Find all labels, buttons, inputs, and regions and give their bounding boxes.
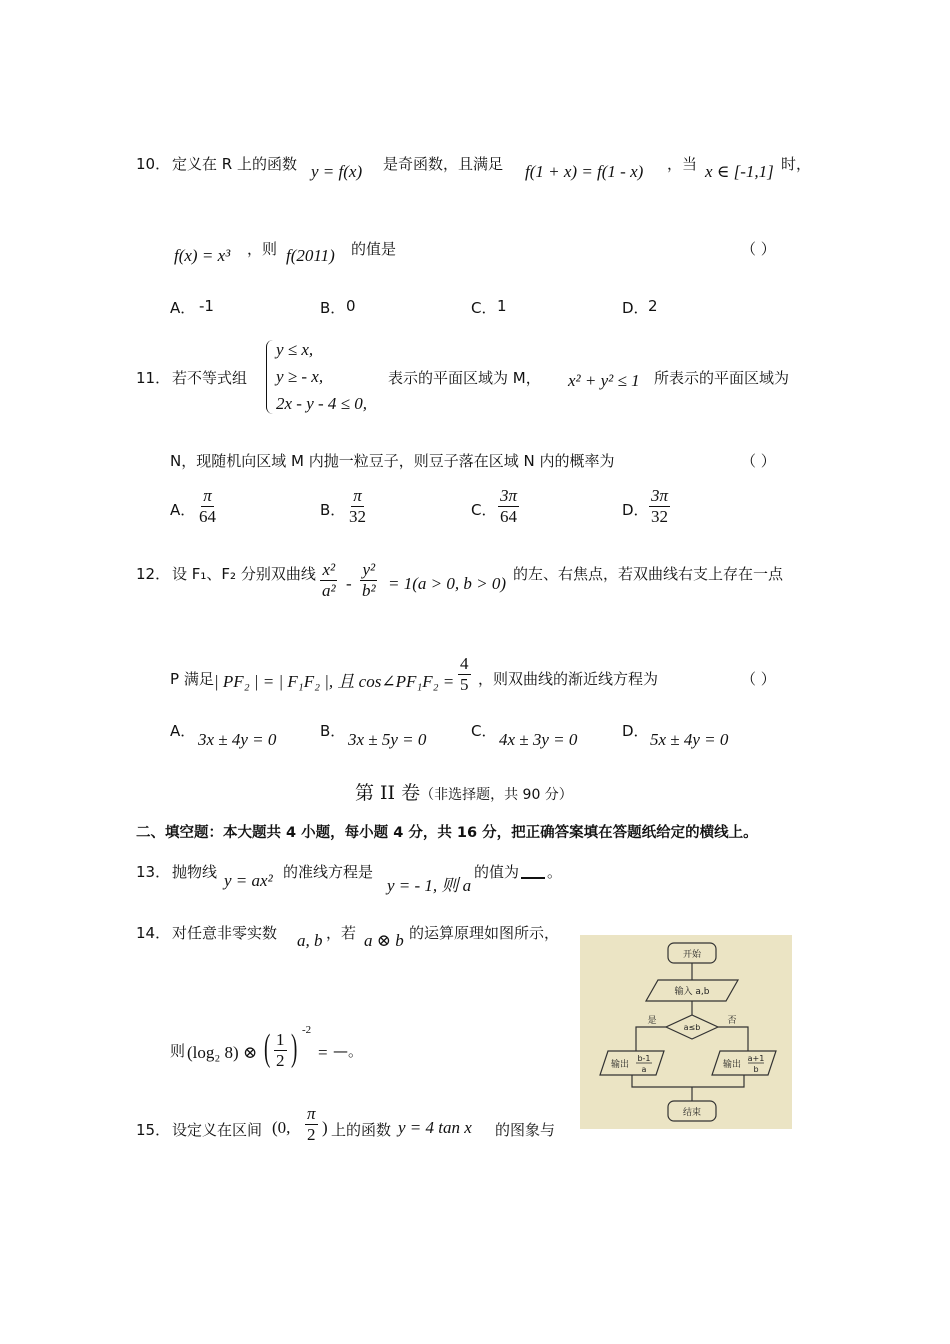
- fraction-x-over-a: $\frac{\text{x²}}{\text{a²}}$: [322, 560, 336, 600]
- option-value: 2: [648, 297, 658, 315]
- question-text: 的值是: [351, 240, 397, 258]
- fraction-one-half: $\frac{1}{2}$: [276, 1030, 285, 1070]
- question-number: 11．: [136, 369, 171, 387]
- question-text: ，则双曲线的渐近线方程为: [478, 670, 659, 688]
- option-value: 5x ± 4y = 0: [650, 730, 729, 749]
- question-text: ，当: [667, 155, 698, 173]
- option-value: 0: [346, 297, 356, 315]
- option-value: 4x ± 3y = 0: [499, 730, 578, 749]
- question-text: 设 F₁、F₂ 分别双曲线: [172, 565, 316, 583]
- math-expression: =: [318, 1043, 328, 1062]
- question-text: 定义在 R 上的函数: [172, 155, 297, 173]
- option-label: A．: [170, 299, 196, 317]
- question-text: 所表示的平面区域为: [654, 369, 790, 387]
- question-text: 表示的平面区域为 M，: [388, 369, 541, 387]
- flow-output-right-num: a+1: [747, 1054, 765, 1063]
- option-label: C．: [471, 501, 497, 519]
- fraction-y-over-b: $\frac{\text{y²}}{\text{b²}}$: [362, 560, 376, 600]
- option-value: 1: [497, 297, 507, 315]
- answer-paren: （ ）: [741, 670, 776, 688]
- math-expression: ): [322, 1118, 328, 1137]
- option-label: A．: [170, 501, 196, 519]
- math-expression: (log₂ 8) ⊗: [187, 1043, 258, 1062]
- question-text: 的运算原理如图所示，: [409, 924, 560, 942]
- section-subtitle: （非选择题，共 90 分）: [420, 787, 573, 803]
- option-fraction: $\frac{\pi}{32}$: [349, 486, 366, 526]
- inequality-line: y ≥ - x,: [276, 367, 324, 386]
- exponent: -2: [302, 1024, 312, 1036]
- math-expression: x² + y² ≤ 1: [568, 371, 640, 390]
- right-paren: ): [291, 1027, 298, 1069]
- math-expression: x ∈ [-1,1]: [705, 162, 774, 181]
- answer-paren: （ ）: [741, 240, 776, 258]
- flow-output-left-prefix: 输出: [610, 1060, 630, 1070]
- math-expression: y = ax²: [224, 871, 273, 890]
- question-text: 设定义在区间: [172, 1121, 263, 1139]
- left-brace: [266, 340, 273, 414]
- fraction-pi-over-2: $\frac{\pi}{2}$: [307, 1104, 316, 1144]
- section-title: 第 II 卷（非选择题，共 90 分）: [355, 782, 573, 804]
- question-text: N，现随机向区域 M 内抛一粒豆子，则豆子落在区域 N 内的概率为: [170, 452, 615, 470]
- flow-output-right-prefix: 输出: [722, 1060, 742, 1070]
- inequality-line: y ≤ x,: [276, 340, 314, 359]
- math-expression: y = 4 tan x: [398, 1118, 472, 1137]
- flow-end: 结束: [682, 1108, 702, 1118]
- flow-condition: a≤b: [683, 1023, 701, 1032]
- fraction-four-fifths: $\frac{4}{5}$: [460, 654, 469, 694]
- math-expression: (0,: [272, 1118, 291, 1137]
- option-value: 3x ± 4y = 0: [198, 730, 277, 749]
- fill-in-heading: 二、填空题：本大题共 4 小题，每小题 4 分，共 16 分，把正确答案填在答题纸给定的横线上。: [136, 825, 758, 841]
- option-fraction: $\frac{\pi}{64}$: [199, 486, 216, 526]
- flow-output-right-den: b: [753, 1065, 759, 1074]
- math-expression: y = f(x): [311, 162, 363, 181]
- math-expression: a ⊗ b: [364, 931, 404, 950]
- flowchart-figure: [580, 935, 792, 1129]
- option-label: C．: [471, 299, 497, 317]
- answer-paren: （ ）: [741, 452, 776, 470]
- question-number: 14．: [136, 924, 171, 942]
- question-text: ，若: [326, 924, 357, 942]
- option-label: D．: [622, 299, 649, 317]
- math-expression: = 1(a > 0, b > 0): [388, 574, 506, 593]
- math-expression: y = - 1, 则 a: [387, 876, 472, 895]
- flow-input: 输入 a,b: [674, 987, 710, 997]
- option-label: D．: [622, 722, 649, 740]
- option-value: 3x ± 5y = 0: [348, 730, 427, 749]
- math-expression: f(1 + x) = f(1 - x): [525, 162, 644, 181]
- option-fraction: $\frac{3\pi}{32}$: [651, 486, 669, 526]
- answer-blank: [521, 877, 545, 879]
- question-text: 的值为 。: [474, 863, 563, 881]
- math-expression: | PF₂ | = | F₁F₂ |, 且 cos∠PF₁F₂ =: [214, 672, 455, 691]
- question-number: 13．: [136, 863, 171, 881]
- flow-output-left-num: b-1: [637, 1054, 651, 1063]
- question-text: 是奇函数，且满足: [383, 155, 504, 173]
- question-text: 对任意非零实数: [172, 924, 278, 942]
- question-text: 的左、右焦点，若双曲线右支上存在一点: [513, 565, 784, 583]
- minus-sign: -: [346, 574, 352, 593]
- option-label: B．: [320, 299, 346, 317]
- math-expression: a, b: [297, 931, 323, 950]
- option-fraction: $\frac{3\pi}{64}$: [500, 486, 518, 526]
- question-number: 15．: [136, 1121, 171, 1139]
- option-label: B．: [320, 501, 346, 519]
- flowchart-svg: [580, 935, 792, 1129]
- option-value: -1: [199, 297, 214, 315]
- answer-blank-text: —。: [333, 1042, 364, 1060]
- question-text: P 满足: [170, 670, 214, 688]
- question-text: 的图象与: [495, 1121, 556, 1139]
- question-text: 时，: [781, 155, 812, 173]
- math-expression: f(x) = x³: [174, 246, 231, 265]
- option-label: B．: [320, 722, 346, 740]
- inequality-line: 2x - y - 4 ≤ 0,: [276, 394, 367, 413]
- question-text: 的准线方程是: [283, 863, 374, 881]
- flow-start: 开始: [682, 950, 702, 960]
- flow-output-left-den: a: [641, 1065, 647, 1074]
- question-number: 10．: [136, 155, 171, 173]
- math-expression: f(2011): [286, 246, 335, 265]
- question-text: ，则: [247, 240, 278, 258]
- left-paren: (: [264, 1027, 271, 1069]
- question-text: 上的函数: [331, 1121, 392, 1139]
- flow-yes: 是: [647, 1016, 657, 1026]
- option-label: C．: [471, 722, 497, 740]
- question-text: 则: [170, 1042, 186, 1060]
- question-text: 抛物线: [172, 863, 218, 881]
- flow-no: 否: [727, 1016, 737, 1026]
- option-label: D．: [622, 501, 649, 519]
- question-text: 若不等式组: [172, 369, 248, 387]
- question-number: 12．: [136, 565, 171, 583]
- option-label: A．: [170, 722, 196, 740]
